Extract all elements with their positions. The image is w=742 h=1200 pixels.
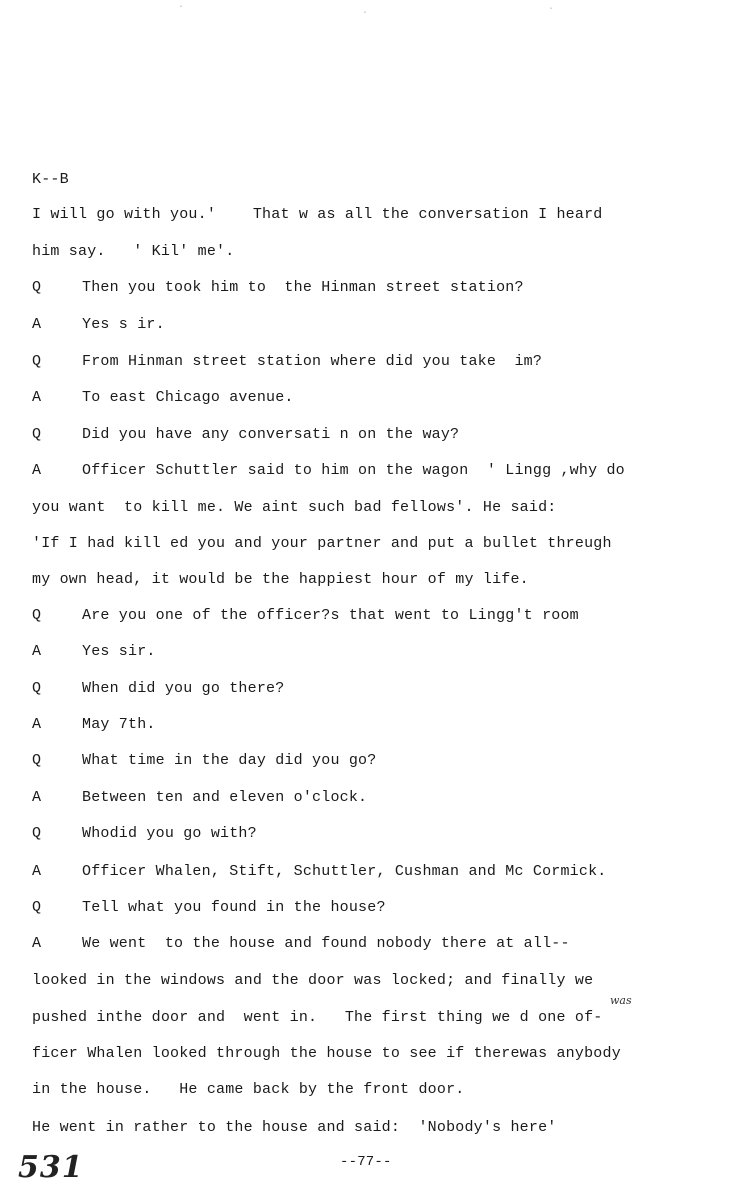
line-text: What time in the day did you go? bbox=[82, 752, 377, 769]
line-text: Officer Schuttler said to him on the wagon ' Lingg ,why do bbox=[82, 462, 625, 479]
line-text: ficer Whalen looked through the house to see if therewas anybody bbox=[32, 1045, 621, 1062]
answer-label: A bbox=[32, 643, 42, 660]
handwritten-page-number: 531 bbox=[18, 1150, 84, 1185]
line-text: Yes s ir. bbox=[82, 316, 165, 333]
document-header: K--B bbox=[32, 171, 69, 188]
line-text: Are you one of the officer?s that went to Lingg't room bbox=[82, 607, 579, 624]
answer-label: A bbox=[32, 389, 42, 406]
answer-label: A bbox=[32, 716, 42, 733]
question-label: Q bbox=[32, 752, 42, 769]
scan-speck: · bbox=[178, 2, 185, 13]
question-label: Q bbox=[32, 680, 42, 697]
line-text: pushed inthe door and went in. The first thing we d one of- bbox=[32, 1009, 603, 1026]
line-text: Yes sir. bbox=[82, 643, 156, 660]
page-number: --77-- bbox=[340, 1154, 392, 1170]
line-text: To east Chicago avenue. bbox=[82, 389, 294, 406]
line-text: him say. ' Kil' me'. bbox=[32, 243, 235, 260]
line-text: Officer Whalen, Stift, Schuttler, Cushman and Mc Cormick. bbox=[82, 863, 607, 880]
question-label: Q bbox=[32, 607, 42, 624]
line-text: looked in the windows and the door was locked; and finally we bbox=[32, 972, 594, 989]
line-text: Whodid you go with? bbox=[82, 825, 257, 842]
line-text: May 7th. bbox=[82, 716, 156, 733]
scan-speck: · bbox=[548, 4, 555, 15]
line-text: When did you go there? bbox=[82, 680, 285, 697]
interlinear-correction: was bbox=[610, 994, 632, 1007]
question-label: Q bbox=[32, 426, 42, 443]
question-label: Q bbox=[32, 899, 42, 916]
line-text: in the house. He came back by the front door. bbox=[32, 1081, 465, 1098]
line-text: I will go with you.' That w as all the conversation I heard bbox=[32, 206, 603, 223]
answer-label: A bbox=[32, 935, 42, 952]
scan-speck: · bbox=[362, 8, 369, 19]
line-text: my own head, it would be the happiest hour of my life. bbox=[32, 571, 529, 588]
line-text: Did you have any conversati n on the way? bbox=[82, 426, 460, 443]
line-text: Then you took him to the Hinman street station? bbox=[82, 279, 524, 296]
line-text: 'If I had kill ed you and your partner and put a bullet threugh bbox=[32, 535, 612, 552]
answer-label: A bbox=[32, 789, 42, 806]
line-text: you want to kill me. We aint such bad fellows'. He said: bbox=[32, 499, 557, 516]
question-label: Q bbox=[32, 279, 42, 296]
question-label: Q bbox=[32, 825, 42, 842]
answer-label: A bbox=[32, 462, 42, 479]
line-text: Tell what you found in the house? bbox=[82, 899, 386, 916]
line-text: He went in rather to the house and said: 'Nobody's here' bbox=[32, 1119, 557, 1136]
line-text: From Hinman street station where did you take im? bbox=[82, 353, 543, 370]
line-text: Between ten and eleven o'clock. bbox=[82, 789, 368, 806]
line-text: We went to the house and found nobody there at all-- bbox=[82, 935, 570, 952]
question-label: Q bbox=[32, 353, 42, 370]
answer-label: A bbox=[32, 316, 42, 333]
answer-label: A bbox=[32, 863, 42, 880]
